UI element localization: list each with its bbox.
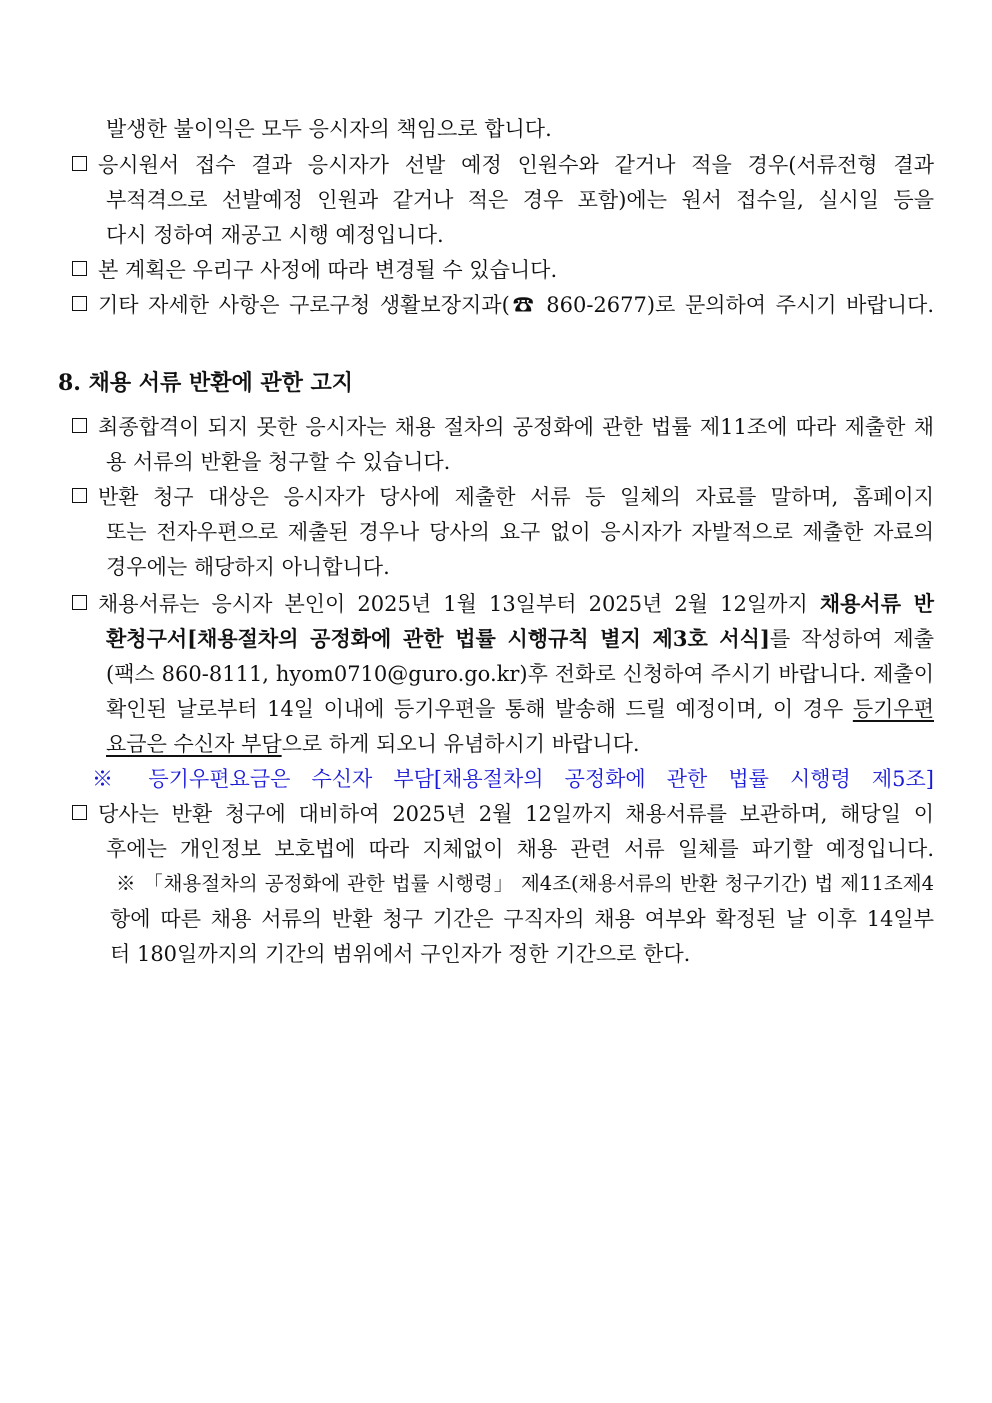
bullet-text: 채용서류는 응시자 본인이 2025년 1월 13일부터 2025년 2월 12일까지 [98, 592, 820, 616]
checkbox-square-icon [72, 296, 87, 311]
bullet-text: 를 작성하여 제출 [769, 627, 934, 651]
bullet-text: 용 서류의 반환을 청구할 수 있습니다. [106, 450, 451, 474]
checkbox-square-icon [72, 595, 87, 610]
bullet-text: 기타 자세한 사항은 구로구청 생활보장지과(☎ 860-2677)로 문의하여 주시기 바랍니다. [98, 293, 934, 317]
checkbox-square-icon [72, 418, 87, 433]
bullet-text: 다시 정하여 재공고 시행 예정입니다. [106, 223, 444, 247]
bullet-plan-change [72, 253, 992, 287]
continuation-line: 발생한 불이익은 모두 응시자의 책임으로 합니다. [106, 117, 552, 141]
bullet-text: 또는 전자우편으로 제출된 경우나 당사의 요구 없이 응시자가 자발적으로 제출한 자료의 [106, 520, 934, 544]
bullet-text: 당사는 반환 청구에 대비하여 2025년 2월 12일까지 채용서류를 보관하며, 해당일 이 [98, 802, 934, 826]
bullet-text: 부적격으로 선발예정 인원과 같거나 적은 경우 포함)에는 원서 접수일, 실시일 등을 [106, 188, 934, 212]
underlined-text: 등기우편 [852, 697, 934, 721]
note-text: 항에 따른 채용 서류의 반환 청구 기간은 구직자의 채용 여부와 확정된 날 이후 14일부 [110, 907, 934, 931]
bullet-contact [72, 288, 934, 322]
checkbox-square-icon [72, 156, 87, 171]
bullet-text: 확인된 날로부터 14일 이내에 등기우편을 통해 발송해 드릴 예정이며, 이 경우 [106, 697, 853, 721]
bullet-text: 반환 청구 대상은 응시자가 당사에 제출한 서류 등 일체의 자료를 말하며, 홈페이지 [98, 485, 934, 509]
bold-form-name: 채용서류 반 [819, 591, 934, 616]
checkbox-square-icon [72, 261, 87, 276]
section-heading: 8. 채용 서류 반환에 관한 고지 [58, 370, 354, 396]
bullet-text: 경우에는 해당하지 아니합니다. [106, 555, 390, 579]
bullet-text: 으로 하게 되오니 유념하시기 바랍니다. [281, 732, 640, 756]
bullet-text: 후에는 개인정보 보호법에 따라 지체없이 채용 관련 서류 일체를 파기할 예정입니다. [106, 837, 934, 861]
bold-form-name: 환청구서[채용절차의 공정화에 관한 법률 시행규칙 별지 제3호 서식] [106, 626, 770, 651]
bullet-text: 응시원서 접수 결과 응시자가 선발 예정 인원수와 같거나 적을 경우(서류전형 결과 [98, 153, 934, 177]
bullet-text: 최종합격이 되지 못한 응시자는 채용 절차의 공정화에 관한 법률 제11조에 따라 제출한 채 [98, 415, 934, 439]
bullet-text: 본 계획은 우리구 사정에 따라 변경될 수 있습니다. [98, 258, 558, 282]
note-postage-blue: ※ 등기우편요금은 수신자 부담[채용절차의 공정화에 관한 법률 시행령 제5조] [92, 767, 934, 791]
bullet-text: (팩스 860-8111, hyom0710@guro.go.kr)후 전화로 신청하여 주시기 바랍니다. 제출이 [106, 662, 934, 686]
note-text: 터 180일까지의 기간의 범위에서 구인자가 정한 기간으로 한다. [110, 942, 691, 966]
checkbox-square-icon [72, 805, 87, 820]
note-text: ※ 「채용절차의 공정화에 관한 법률 시행령」 제4조(채용서류의 반환 청구기간) 법 제11조제4 [116, 872, 934, 895]
checkbox-square-icon [72, 488, 87, 503]
underlined-text: 요금은 수신자 부담 [106, 732, 282, 756]
